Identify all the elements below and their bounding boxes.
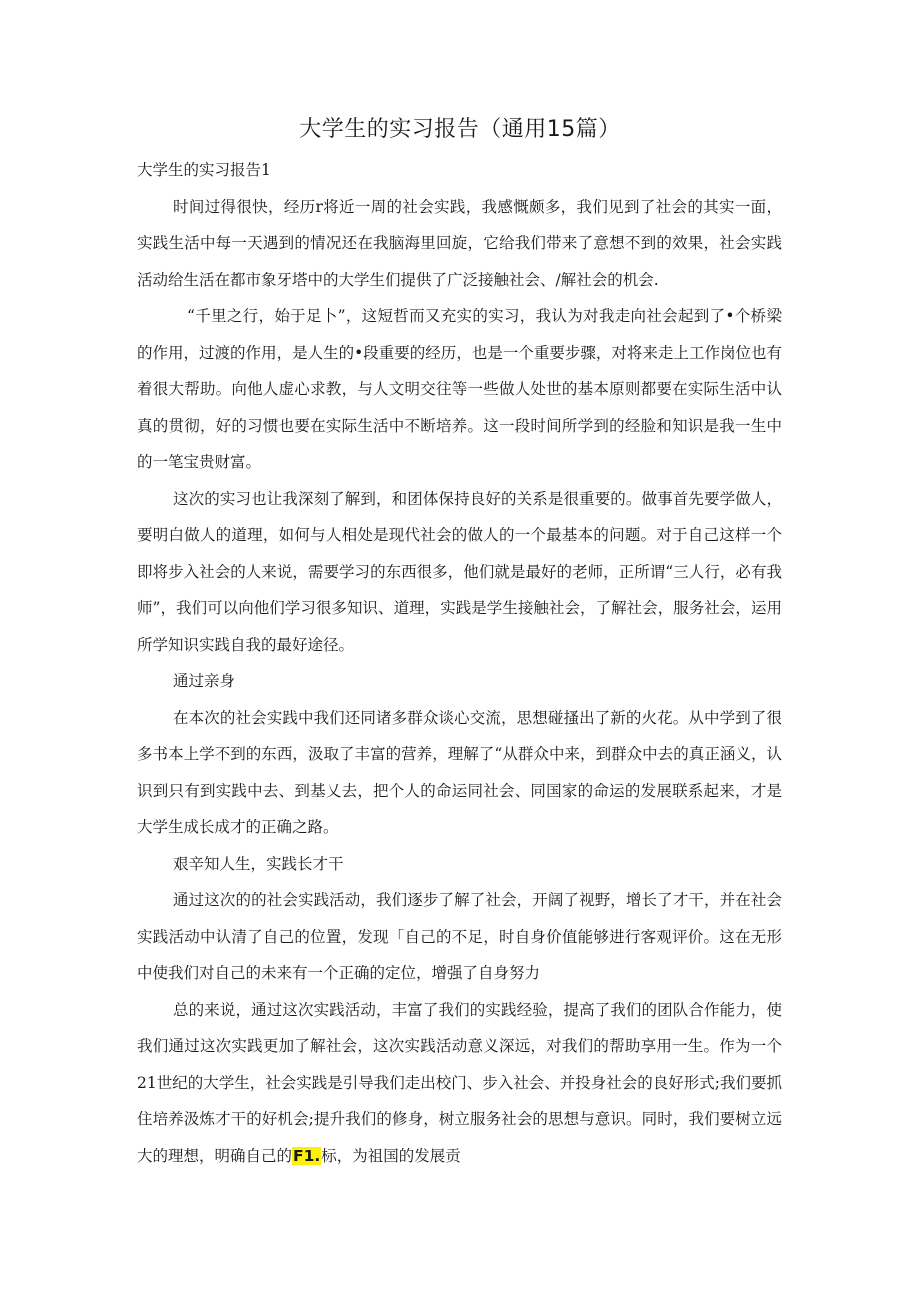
section-subtitle: 大学生的实习报告1: [137, 161, 271, 179]
section-heading-1: 通过亲身: [173, 672, 236, 690]
document-body: [137, 152, 782, 1174]
paragraph-5: 通过这次的的社会实践活动，我们逐步了解了社会，开阔了视野，增长了才干，并在社会实践活动中认清了自己的位置，发现「自己的不足，时自身价值能够进行客观评价。这在无形中使我们对自己的未来有一个正确的定位，增强了自身努力: [137, 891, 782, 982]
paragraph-6-text-end: 标，为祖国的发展贡: [321, 1146, 461, 1165]
document-title: 大学生的实习报告（通用15篇）: [299, 117, 621, 142]
paragraph-4: 在本次的社会实践中我们还同诸多群众谈心交流，思想碰搔出了新的火花。从中学到了很多书本上学不到的东西，汲取了丰富的营养，理解了“从群众中来，到群众中去的真正涵义，认识到只有到实践中去、到基乂去，把个人的命运同社会、同国家的命运的发展联系起来，才是大学生成长成才的正确之路。: [137, 708, 782, 836]
paragraph-6-text-start: 总的来说，通过这次实践活动，丰富了我们的实践经验，提高了我们的团队合作能力，使我们通过这次实践更加了解社会，这次实践活动意义深远，对我们的帮助享用一生。作为一个21世纪的大学生，社会实践是引导我们走出校门、步入社会、并投身社会的良好形式;我们要抓住培养汲炼才干的好机会;提升我们的修身，树立服务社会的思想与意识。同时，我们要树立远大的理想，明确自己的: [137, 1000, 782, 1165]
paragraph-6: [137, 992, 782, 1175]
paragraph-1: 时间过得很快，经历r将近一周的社会实践，我感慨颇多，我们见到了社会的其实一面，实践生活中每一天遇到的情况还在我脑海里回旋，它给我们带来了意想不到的效果，社会实践活动给生活在都市象牙塔中的大学生们提供了广泛接触社会、/解社会的机会.: [137, 197, 782, 289]
paragraph-3: 这次的实习也让我深刻了解到，和团体保持良好的关系是很重要的。做事首先要学做人，要明白做人的道理，如何与人相处是现代社会的做人的一个最基本的问题。对于自己这样一个即将步入社会的人来说，需要学习的东西很多，他们就是最好的老师，正所谓“三人行，必有我师”，我们可以向他们学习很多知识、道理，实践是学生接触社会，了解社会，服务社会，运用所学知识实践自我的最好途径。: [137, 489, 782, 654]
paragraph-2: “千里之行，始于足卜”，这短哲而又充实的实习，我认为对我走向社会起到了•个桥梁的作用，过渡的作用，是人生的•段重要的经历，也是一个重要步骤，对将来走上工作岗位也有着很大帮助。向他人虚心求教，与人文明交往等一些做人处世的基本原则都要在实际生活中认真的贯彻，好的习惯也要在实际生活中不断培养。这一段时间所学到的经脸和知识是我一生中的一笔宝贵财富。: [137, 307, 782, 471]
section-heading-2: 艰辛知人生，实践长才干: [173, 854, 344, 873]
highlighted-text: F1.: [293, 1146, 321, 1165]
